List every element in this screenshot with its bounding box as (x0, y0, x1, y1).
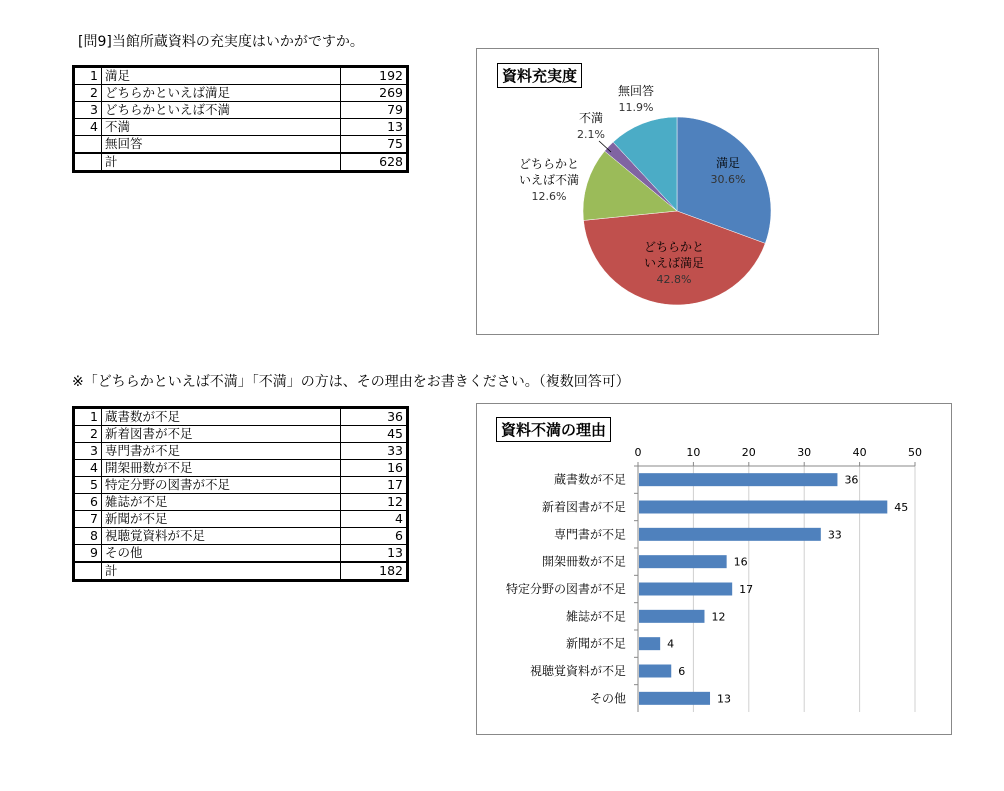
bar-value-label: 33 (827, 528, 842, 542)
table-row (74, 511, 408, 528)
table-cell-label: 計 (102, 562, 341, 581)
table-row (74, 477, 408, 494)
table-cell-no: 6 (74, 494, 102, 511)
pie-slice-percent: 2.1% (577, 128, 605, 141)
table-cell-no: 3 (74, 102, 102, 119)
table-cell-no: 4 (74, 119, 102, 136)
table-cell-no: 2 (74, 85, 102, 102)
table-total-row (74, 562, 408, 581)
table-cell-label: 新聞が不足 (102, 511, 341, 528)
y-category-label: 特定分野の図書が不足 (505, 582, 626, 596)
bar-value-label: 36 (844, 473, 859, 487)
table-cell-no: 1 (74, 67, 102, 85)
pie-slice-percent: 30.6% (710, 173, 746, 186)
pie-slice-percent: 12.6% (531, 190, 567, 203)
bar-value-label: 6 (678, 665, 686, 678)
table-cell-value: 182 (341, 562, 408, 581)
table-cell-no: 4 (74, 460, 102, 477)
y-category-label: その他 (589, 691, 626, 706)
table-cell-value: 33 (341, 443, 408, 460)
bar-value-label: 4 (667, 637, 675, 651)
table-cell-label: 専門書が不足 (102, 443, 341, 460)
table-row (74, 460, 408, 477)
table-row (74, 494, 408, 511)
x-tick-label: 50 (908, 446, 922, 459)
table-row (74, 102, 408, 119)
table-total-row (74, 153, 408, 172)
bar (639, 610, 704, 623)
table-cell-no: 1 (74, 408, 102, 426)
table-cell-value: 6 (341, 528, 408, 545)
table-cell-label: 特定分野の図書が不足 (102, 477, 341, 494)
table-cell-value: 13 (341, 119, 408, 136)
bar (639, 528, 821, 541)
bar-value-label: 13 (717, 692, 732, 706)
table-cell-value: 79 (341, 102, 408, 119)
table-cell-no: 9 (74, 545, 102, 563)
y-category-label: 新聞が不足 (565, 636, 626, 651)
x-tick-label: 40 (852, 446, 867, 459)
pie-slice-label: いえば不満 (518, 173, 580, 187)
pie-chart (477, 49, 878, 334)
table-cell-label: 計 (102, 153, 341, 172)
table-cell-no (74, 562, 102, 581)
bar (639, 583, 732, 596)
table-cell-no: 8 (74, 528, 102, 545)
table-cell-value: 628 (341, 153, 408, 172)
question-9-title: [問9]当館所蔵資料の充実度はいかがですか。 (78, 34, 364, 50)
y-category-label: 開架冊数が不足 (541, 554, 626, 569)
table-row (74, 426, 408, 443)
pie-slice-label: どちらかと (643, 240, 705, 254)
table-cell-value: 17 (341, 477, 408, 494)
table-cell-label: 蔵書数が不足 (102, 408, 341, 426)
table-cell-label: どちらかといえば不満 (102, 102, 341, 119)
table-cell-no: 7 (74, 511, 102, 528)
table-cell-value: 13 (341, 545, 408, 563)
bar (639, 473, 837, 486)
table-cell-value: 12 (341, 494, 408, 511)
table-cell-label: 無回答 (102, 136, 341, 154)
reasons-table (72, 406, 409, 582)
table-cell-no: 5 (74, 477, 102, 494)
y-category-label: 蔵書数が不足 (553, 472, 626, 487)
table-row (74, 545, 408, 563)
table-cell-label: 開架冊数が不足 (102, 460, 341, 477)
table-cell-value: 192 (341, 67, 408, 85)
bar-chart-panel (476, 403, 952, 735)
pie-chart-panel (476, 48, 879, 335)
table-row (74, 443, 408, 460)
pie-chart-title: 資料充実度 (497, 63, 582, 88)
bar (639, 555, 727, 568)
bar (639, 692, 710, 705)
bar-chart (477, 404, 951, 734)
table-cell-no (74, 136, 102, 154)
table-row (74, 67, 408, 85)
table-row (74, 136, 408, 154)
table-cell-value: 45 (341, 426, 408, 443)
table-cell-label: 視聴覚資料が不足 (102, 528, 341, 545)
bar-value-label: 45 (894, 501, 909, 514)
bar-chart-title: 資料不満の理由 (496, 417, 611, 442)
reasons-question-title: ※「どちらかといえば不満」「不満」の方は、その理由をお書きください。（複数回答可） (72, 374, 630, 390)
satisfaction-table (72, 65, 409, 173)
table-cell-label: 雑誌が不足 (102, 494, 341, 511)
bar-value-label: 12 (711, 610, 726, 624)
table-cell-value: 16 (341, 460, 408, 477)
x-tick-label: 0 (634, 446, 642, 459)
pie-slice-label: いえば満足 (643, 256, 705, 270)
pie-slice-label: 無回答 (617, 84, 655, 98)
table-cell-label: その他 (102, 545, 341, 563)
table-row (74, 119, 408, 136)
table-row (74, 85, 408, 102)
x-tick-label: 20 (741, 446, 756, 459)
table-cell-label: どちらかといえば満足 (102, 85, 341, 102)
table-cell-label: 満足 (102, 67, 341, 85)
pie-slice-label: 満足 (715, 156, 741, 170)
table-cell-value: 269 (341, 85, 408, 102)
y-category-label: 雑誌が不足 (565, 609, 626, 624)
bar (639, 665, 671, 678)
y-category-label: 専門書が不足 (553, 527, 626, 542)
table-cell-value: 4 (341, 511, 408, 528)
table-cell-label: 新着図書が不足 (102, 426, 341, 443)
y-category-label: 視聴覚資料が不足 (529, 664, 626, 678)
table-cell-no: 3 (74, 443, 102, 460)
x-tick-label: 30 (797, 446, 812, 459)
table-cell-label: 不満 (102, 119, 341, 136)
bar-value-label: 17 (739, 583, 754, 596)
bar (639, 637, 660, 650)
bar-value-label: 16 (733, 555, 748, 569)
table-cell-value: 36 (341, 408, 408, 426)
table-row (74, 528, 408, 545)
pie-slice-label: 不満 (578, 111, 604, 125)
table-row (74, 408, 408, 426)
pie-slice-percent: 11.9% (618, 101, 654, 114)
y-category-label: 新着図書が不足 (541, 500, 626, 514)
x-tick-label: 10 (686, 446, 701, 459)
bar (639, 501, 887, 514)
table-cell-no: 2 (74, 426, 102, 443)
pie-slice-percent: 42.8% (656, 273, 692, 286)
table-cell-value: 75 (341, 136, 408, 154)
table-cell-no (74, 153, 102, 172)
pie-slice-label: どちらかと (518, 157, 580, 171)
